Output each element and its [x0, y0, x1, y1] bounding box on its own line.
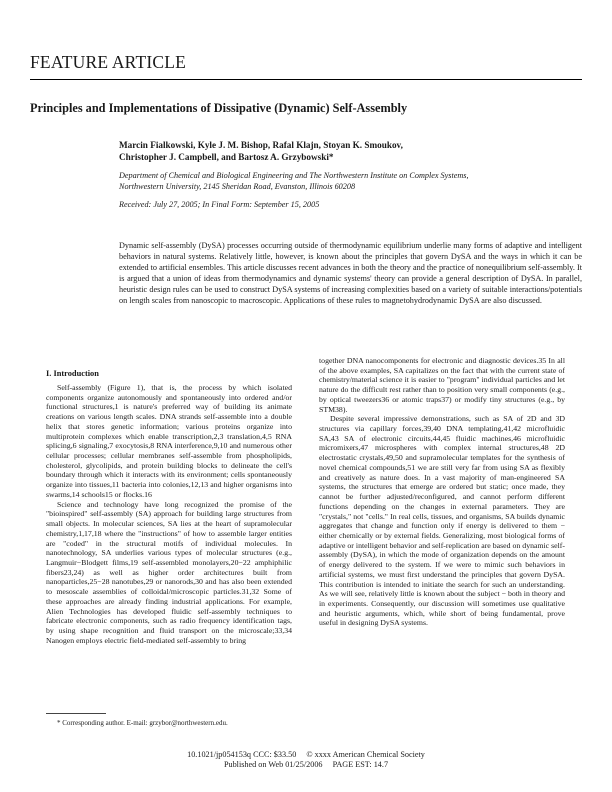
- authors-line-1: Marcin Fialkowski, Kyle J. M. Bishop, Rafal Klajn, Stoyan K. Smoukov,: [119, 140, 403, 150]
- paragraph: Despite several impressive demonstrations, such as SA of 2D and 3D structures via capillary forces,39,40 DNA templating,41,42 microfluidic SA,43 SA of electronic circuits,44,45 fluidic machines,46 microfluidic micromixers,47 microspheres with complex internal structures,48 2D electrostatic crystals,49,50 and supramolecular templates for the synthesis of novel chemical compounds,51 we are still very far from using SA as flexibly and creatively as nature does. In a vast majority of man-engineered SA systems, the structures that emerge are ordered but static; once made, they cannot be further adjusted/reconfigured, and cannot perform different functions depending on the changes in external parameters. They are "crystals," not "cells." In real cells, tissues, and organisms, SA builds dynamic aggregates that change and function only if energy is delivered to them − either chemically or by external fields. Generalizing, most biological forms of adaptive or intelligent behavior and self-replication are based on dynamic self-assembly (DySA), in which the mode of organization depends on the amount of energy delivered to the system. If we were to mimic such behaviors in artificial systems, we must first understand the principles that govern DySA. This contribution is intended to initiate the search for such an understanding. As we will see, relatively little is known about the subject − both in theory and in experiments. Consequently, our discussion will sometimes use qualitative and heuristic arguments, which, while short of being fundamental, prove useful in designing DySA systems.: [319, 414, 565, 628]
- authors-line-2: Christopher J. Campbell, and Bartosz A. Grzybowski*: [119, 152, 334, 162]
- header-divider: [30, 79, 582, 80]
- article-title: Principles and Implementations of Dissipative (Dynamic) Self-Assembly: [30, 101, 408, 115]
- copyright-text: © xxxx American Chemical Society: [306, 750, 425, 759]
- received-dates: Received: July 27, 2005; In Final Form: September 15, 2005: [119, 200, 320, 209]
- paragraph: Science and technology have long recognized the promise of the "bioinspired" self-assembly (SA) approach for building large structures from small objects. In molecular sciences, SA lies at the heart of supramolecular chemistry,1,17,18 where the "instructions" of how to assemble larger entities are "coded" in the structural motifs of individual molecules. In nanotechnology, SA underlies various types of molecular structures (e.g., Langmuir−Blodgett films,19 self-assembled monolayers,20−22 amphiphilic fibers23,24) as well as higher order architectures built from nanoparticles,25−28 nanotubes,29 or nanorods,30 and has also been extended to mesoscale assemblies of colloidal/microscopic particles.31,32 Some of these approaches are already finding industrial applications. For example, Alien Technologies has developed fluidic self-assembly techniques to fabricate electronic components, such as radio frequency identification tags, by using shape recognition and fluid transport on the microscale;33,34 Nanogen employs electric field-mediated self-assembly to bring: [46, 499, 292, 645]
- affiliation: [119, 170, 581, 192]
- footer-line-1: [0, 750, 612, 761]
- doi-text: 10.1021/jp054153q CCC: $33.50: [187, 750, 297, 759]
- body-column-right: [319, 356, 565, 628]
- body-column-left: [46, 383, 292, 645]
- feature-article-header: FEATURE ARTICLE: [30, 52, 187, 72]
- corresponding-author-footnote: * Corresponding author. E-mail: grzybor@northwestern.edu.: [57, 719, 228, 727]
- footnote-divider: [46, 713, 106, 714]
- page-estimate: PAGE EST: 14.7: [332, 760, 389, 769]
- abstract-text: Dynamic self-assembly (DySA) processes occurring outside of thermodynamic equilibrium underlie many forms of adaptive and intelligent behaviors in natural systems. Relatively little, however, is known about the principles that govern DySA and the ways in which it can be extended to artificial ensembles. This article discusses recent advances in both the theory and the practice of nonequilibrium self-assembly. It is argued that a union of ideas from thermodynamics and dynamic systems' theory can provide a general description of DySA. In parallel, heuristic design rules can be used to construct DySA systems of increasing complexities based on a variety of suitable interactions/potentials on length scales from nanoscopic to macroscopic. Applications of these rules to magnetohydrodynamic DySA are also discussed.: [119, 241, 582, 305]
- footer-line-2: [0, 760, 612, 771]
- abstract: [119, 241, 582, 306]
- affiliation-line-2: Northwestern University, 2145 Sheridan Road, Evanston, Illinois 60208: [119, 182, 356, 191]
- paragraph: Self-assembly (Figure 1), that is, the process by which isolated components organize autonomously and spontaneously into ordered and/or functional structures,1 is nature's preferred way of building its animate creations on various length scales. DNA strands self-assemble into a double helix that stores genetic information; various proteins organize into multiprotein complexes which enable transcription,2,3 translation,4,5 RNA splicing,6 signaling,7 exocytosis,8 RNA interference,9,10 and numerous other cellular processes; cellular membranes self-assemble from phospholipids, cholesterol, glycolipids, and protein building blocks to delineate the cell's boundary through which it interacts with its environment; cells spontaneously organize into tissues,11 bacteria into colonies,12,13 and higher organisms into swarms,14 schools15 or flocks.16: [46, 383, 292, 499]
- section-heading: I. Introduction: [46, 369, 99, 378]
- affiliation-line-1: Department of Chemical and Biological Engineering and The Northwestern Institute on Complex Systems,: [119, 171, 469, 180]
- author-list: [119, 139, 579, 163]
- paragraph: together DNA nanocomponents for electronic and diagnostic devices.35 In all of the above examples, SA capitalizes on the fact that with the current state of chemistry/material science it is easier to "program" individual particles and let nature do the difficult rest rather than to position very small components (e.g., by optical tweezers36 or atomic traps37) or modify tiny structures (e.g., by STM38).: [319, 356, 565, 414]
- published-date: Published on Web 01/25/2006: [223, 760, 323, 769]
